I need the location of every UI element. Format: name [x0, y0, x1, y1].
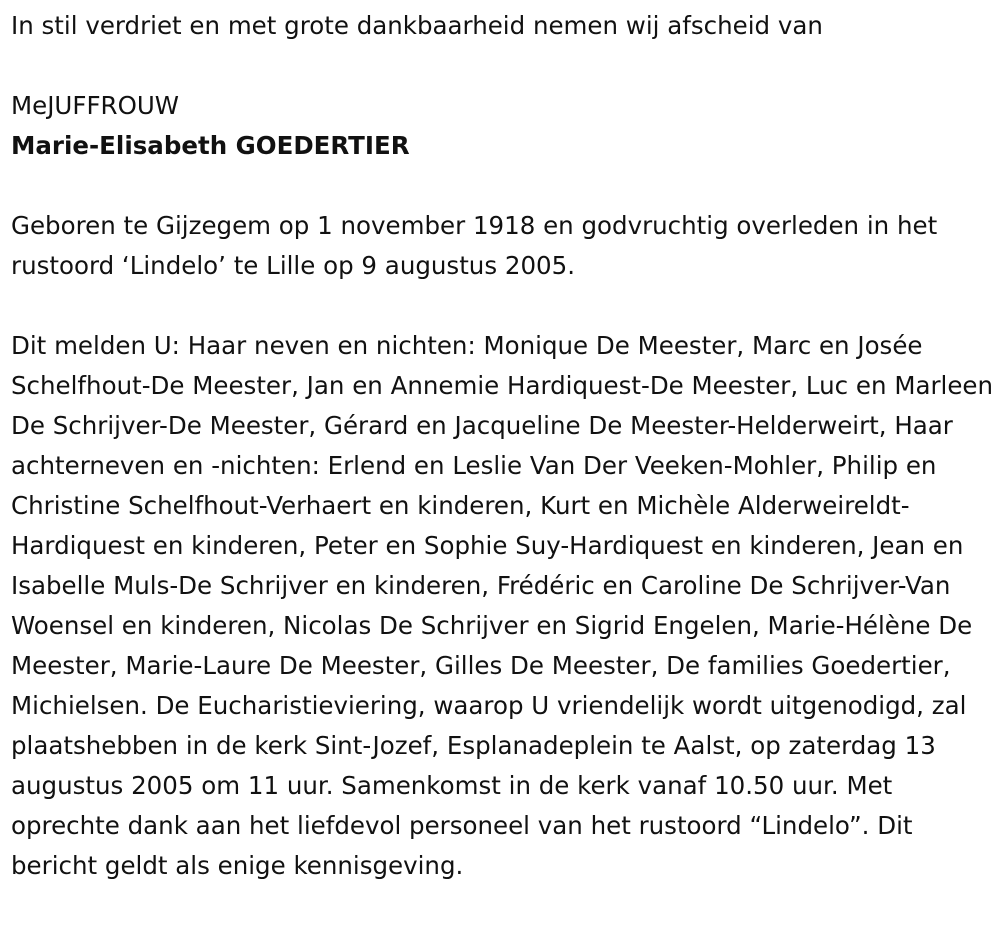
intro-text: In stil verdriet en met grote dankbaarheid nemen wij afscheid van — [11, 11, 823, 40]
birth-death-text: Geboren te Gijzegem op 1 november 1918 en godvruchtig overleden in het rustoord ‘Lindelo’ te Lille op 9 augustus 2005. — [11, 211, 938, 280]
salutation: MeJUFFROUW — [11, 91, 180, 120]
announcement-text: Dit melden U: Haar neven en nichten: Monique De Meester, Marc en Josée Schelfhout-De Meester, Jan en Annemie Hardiquest-De Meester, Luc en Marleen De Schrijver-De Meester, Gérard en Jacqueline De Meester-Helderweirt, Haar achterneven en -nichten: Erlend en Leslie Van Der Veeken-Mohler, Philip en Christine Schelfhout-Verhaert en kinderen, Kurt en Michèle Alderweireldt-Hardiquest en kinderen, Peter en Sophie Suy-Hardiquest en kinderen, Jean en Isabelle Muls-De Schrijver en kinderen, Frédéric en Caroline De Schrijver-Van Woensel en kinderen, Nicolas De Schrijver en Sigrid Engelen, Marie-Hélène De Meester, Marie-Laure De Meester, Gilles De Meester, De families Goedertier, Michielsen. De Eucharistieviering, waarop U vriendelijk wordt uitgenodigd, zal plaatshebben in de kerk Sint-Jozef, Esplanadeplein te Aalst, op zaterdag 13 augustus 2005 om 11 uur. Samenkomst in de kerk vanaf 10.50 uur. Met oprechte dank aan het liefdevol personeel van het rustoord “Lindelo”. Dit bericht geldt als enige kennisgeving. — [11, 331, 994, 880]
deceased-name: Marie-Elisabeth GOEDERTIER — [11, 131, 410, 160]
